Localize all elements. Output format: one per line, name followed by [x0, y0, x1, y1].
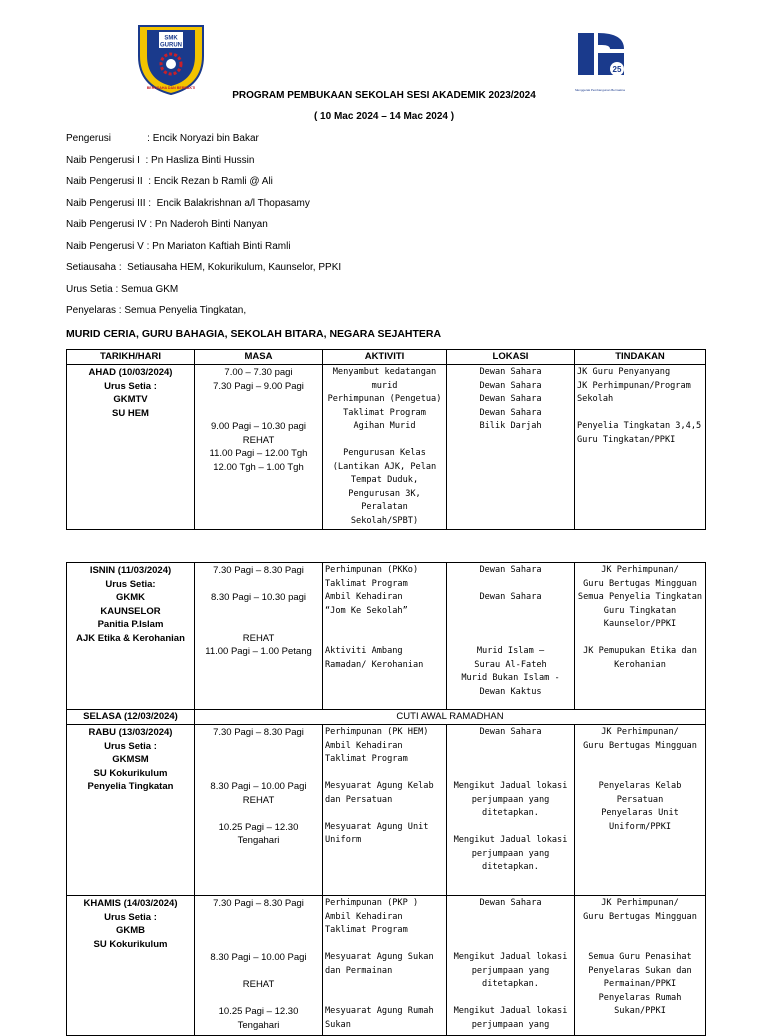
lokasi-cell: [447, 563, 575, 710]
cell-line: Penyelaras Unit: [601, 808, 679, 818]
cell-line: GKMB: [115, 925, 146, 936]
cell-line: GKMTV: [113, 394, 148, 405]
cell-line: [325, 938, 444, 952]
day-cell: [67, 725, 195, 896]
header-tindakan: TINDAKAN: [575, 350, 706, 365]
logo-number: 25: [612, 65, 622, 74]
day-cell: [67, 563, 195, 710]
cell-line: Urus Setia :: [104, 380, 157, 392]
cell-line: Semua Penyelia Tingkatan: [577, 592, 703, 602]
cell-line: Dewan Sahara: [479, 898, 542, 908]
cell-line: Ambil Kehadiran: [325, 911, 403, 922]
cell-line: Urus Setia:: [105, 578, 156, 590]
cell-line: Ramadan/ Kerohanian: [325, 659, 424, 670]
cell-line: [325, 632, 444, 646]
cell-line: Urus Setia :: [104, 911, 157, 923]
cell-line: [449, 821, 572, 835]
cell-line: [577, 632, 703, 646]
tindakan-cell: [575, 896, 706, 1036]
cell-line: [197, 740, 320, 754]
cell-line: Guru Tingkatan/PPKI: [577, 434, 676, 445]
cell-line: Dewan Sahara: [479, 727, 542, 737]
cell-line: Tengahari: [237, 835, 280, 846]
cell-line: [449, 924, 572, 938]
committee-list: [66, 132, 341, 326]
cell-line: ditetapkan.: [482, 808, 539, 818]
cell-line: RABU (13/03/2024): [88, 727, 173, 738]
cell-line: AHAD (10/03/2024): [88, 367, 173, 378]
cell-line: [577, 938, 703, 952]
cell-line: murid: [371, 380, 398, 391]
cell-line: 11.00 Pagi – 12.00 Tgh: [209, 448, 308, 459]
cell-line: [449, 753, 572, 767]
cell-line: perjumpaan yang: [471, 1019, 550, 1030]
lokasi-cell: [447, 725, 575, 896]
cell-line: Taklimat Program: [325, 578, 408, 589]
cell-line: KHAMIS (14/03/2024): [83, 898, 178, 909]
cell-line: Permainan/PPKI: [603, 979, 677, 989]
cell-line: 7.30 Pagi – 8.30 Pagi: [213, 898, 304, 909]
cell-line: JK Pemupukan Etika dan: [583, 646, 697, 656]
cell-line: Persatuan: [616, 794, 664, 805]
cell-line: 7.30 Pagi – 9.00 Pagi: [213, 380, 304, 392]
cell-line: Sukan/PPKI: [614, 1006, 666, 1016]
cell-line: [325, 807, 444, 821]
cell-line: [197, 911, 320, 925]
cell-line: Taklimat Program: [325, 925, 408, 935]
cell-line: Ambil Kehadiran: [325, 592, 403, 602]
table-row: [67, 725, 706, 896]
cell-line: Murid Islam –: [476, 646, 545, 656]
cell-line: [325, 434, 444, 448]
cell-line: Pengurusan Kelas: [343, 448, 426, 458]
cell-line: [449, 632, 572, 646]
lokasi-cell: [447, 365, 575, 530]
cell-line: 7.30 Pagi – 8.30 Pagi: [213, 565, 304, 576]
lokasi-cell: [447, 896, 575, 1036]
cell-line: Mengikut Jadual lokasi: [453, 781, 568, 791]
cell-line: [577, 753, 703, 767]
aktiviti-cell: [323, 896, 447, 1036]
committee-urus-setia: Urus Setia : Semua GKM: [66, 283, 179, 295]
cell-line: Guru Bertugas Mingguan: [583, 740, 697, 751]
cell-line: perjumpaan yang: [471, 848, 550, 859]
cell-line: Bilik Darjah: [479, 421, 542, 431]
cell-line: Guru Tingkatan: [603, 605, 677, 616]
cell-line: [577, 924, 703, 938]
cell-line: Kaunselor/PPKI: [603, 619, 677, 629]
logo-school-name: GURUN: [160, 42, 182, 49]
cell-line: Mesyuarat Agung Sukan: [325, 952, 434, 962]
cell-line: (Lantikan AJK, Pelan: [332, 461, 437, 472]
committee-penyelaras: Penyelaras : Semua Penyelia Tingkatan,: [66, 305, 247, 316]
committee-vice-2: Naib Pengerusi II : Encik Rezan b Ramli @ Ali: [66, 176, 273, 187]
cell-line: 8.30 Pagi – 10.00 Pagi: [210, 781, 307, 792]
cell-line: Mengikut Jadual lokasi: [453, 1006, 568, 1016]
cell-line: [325, 767, 444, 781]
tindakan-cell: [575, 365, 706, 530]
cell-line: Perhimpunan (PKKo): [325, 565, 419, 575]
cell-line: 9.00 Pagi – 10.30 pagi: [210, 421, 307, 432]
cell-line: [325, 992, 444, 1006]
cell-line: [449, 578, 572, 592]
cell-line: KAUNSELOR: [100, 605, 161, 617]
header-aktiviti: AKTIVITI: [323, 350, 447, 365]
table-row: [67, 365, 706, 530]
cell-line: 10.25 Pagi – 12.30: [218, 1006, 299, 1017]
cell-line: [325, 618, 444, 632]
cell-line: ISNIN (11/03/2024): [89, 565, 172, 576]
cell-line: Menyambut kedatangan: [332, 367, 437, 377]
cell-line: REHAT: [242, 632, 275, 644]
cell-line: Penyelia Tingkatan: [87, 781, 174, 792]
cell-line: JK Perhimpunan/Program: [577, 380, 691, 391]
cell-line: 8.30 Pagi – 10.00 Pagi: [210, 952, 307, 963]
tindakan-cell: [575, 725, 706, 896]
committee-vice-3: Naib Pengerusi III : Encik Balakrishnan a/l Thopasamy: [66, 197, 310, 209]
cell-line: Surau Al-Fateh: [474, 659, 547, 670]
cell-line: [197, 618, 320, 632]
cell-line: Dewan Sahara: [479, 380, 542, 391]
masa-cell: [195, 365, 323, 530]
cell-line: Aktiviti Ambang: [325, 646, 403, 656]
header-masa: MASA: [195, 350, 323, 365]
committee-secretary: Setiausaha : Setiausaha HEM, Kokurikulum, Kaunselor, PPKI: [66, 262, 342, 273]
cell-line: [197, 578, 320, 592]
school-motto: MURID CERIA, GURU BAHAGIA, SEKOLAH BITARA, NEGARA SEJAHTERA: [66, 328, 442, 340]
committee-vice-1: Naib Pengerusi I : Pn Hasliza Binti Hussin: [66, 154, 255, 166]
day-cell: [67, 896, 195, 1036]
logo-motto-ring: BERUSAHA DAN BERBAKTI: [146, 86, 196, 90]
cell-line: dan Persatuan: [325, 794, 393, 805]
cell-line: [449, 992, 572, 1006]
cell-line: JK Perhimpunan/: [601, 898, 679, 908]
cell-line: [449, 605, 572, 619]
cell-line: [449, 938, 572, 952]
cell-line: Uniform: [325, 835, 362, 845]
cell-line: Tengahari: [237, 1019, 280, 1031]
cell-line: [197, 407, 320, 421]
cell-line: [197, 807, 320, 821]
cell-line: Dewan Sahara: [479, 367, 542, 377]
schedule-table-ahad: [66, 349, 706, 530]
cell-line: [449, 618, 572, 632]
cell-line: SU Kokurikulum: [93, 938, 168, 950]
cell-line: Semua Guru Penasihat: [588, 952, 692, 962]
cell-line: perjumpaan yang: [471, 965, 550, 976]
cell-line: GKMK: [115, 592, 146, 603]
logo-caption: Menggerak Pembangunan Bermakna: [575, 88, 625, 92]
cell-line: Agihan Murid: [353, 421, 416, 431]
schedule-table-week: [66, 562, 706, 1036]
cell-line: Sukan: [325, 1019, 351, 1030]
cell-line: Dewan Kaktus: [479, 686, 542, 697]
cell-line: Perhimpunan (Pengetua): [327, 394, 442, 404]
school-crest-logo: [133, 20, 209, 96]
cell-line: Kerohanian: [614, 659, 666, 670]
masa-cell: [195, 896, 323, 1036]
aktiviti-cell: [323, 365, 447, 530]
committee-vice-5: Naib Pengerusi V : Pn Mariaton Kaftiah Binti Ramli: [66, 240, 291, 252]
committee-chair: Pengerusi : Encik Noryazi bin Bakar: [66, 133, 259, 144]
cell-line: Mesyuarat Agung Kelab: [325, 781, 434, 791]
cell-line: [577, 407, 703, 421]
holiday-note: CUTI AWAL RAMADHAN: [195, 710, 706, 725]
cell-line: Uniform/PPKI: [608, 821, 672, 832]
cell-line: 12.00 Tgh – 1.00 Tgh: [213, 461, 304, 473]
cell-line: Sekolah/SPBT): [350, 515, 419, 526]
cell-line: JK Guru Penyanyang: [577, 367, 671, 377]
cell-line: Perhimpunan (PKP ): [325, 898, 419, 908]
cell-line: Taklimat Program: [343, 407, 426, 418]
cell-line: JK Perhimpunan/: [601, 727, 679, 737]
cell-line: REHAT: [242, 794, 275, 806]
cell-line: Perhimpunan (PK HEM): [325, 727, 429, 737]
cell-line: Tempat Duduk,: [350, 475, 419, 485]
cell-line: Mengikut Jadual lokasi: [453, 952, 568, 962]
cell-line: REHAT: [242, 434, 275, 446]
cell-line: [197, 938, 320, 952]
cell-line: Panitia P.Islam: [97, 619, 164, 630]
logo-school-code: SMK: [164, 35, 178, 42]
cell-line: JK Perhimpunan/: [601, 565, 679, 575]
cell-line: [449, 740, 572, 754]
table-row: [67, 710, 706, 725]
cell-line: 7.00 – 7.30 pagi: [224, 367, 293, 378]
table-row: [67, 563, 706, 710]
cell-line: Mesyuarat Agung Unit: [325, 821, 429, 832]
table-row: [67, 896, 706, 1036]
cell-line: Mengikut Jadual lokasi: [453, 835, 568, 845]
cell-line: [197, 753, 320, 767]
day-cell: [67, 365, 195, 530]
cell-line: Penyelaras Sukan dan: [588, 965, 692, 976]
cell-line: [197, 767, 320, 781]
cell-line: Dewan Sahara: [479, 565, 542, 575]
cell-line: ditetapkan.: [482, 979, 539, 989]
cell-line: [197, 965, 320, 979]
masa-cell: [195, 563, 323, 710]
cell-line: SU HEM: [112, 407, 149, 419]
document-dates: ( 10 Mac 2024 – 14 Mac 2024 ): [313, 111, 455, 122]
cell-line: 10.25 Pagi – 12.30: [218, 821, 299, 833]
cell-line: Mesyuarat Agung Rumah: [325, 1006, 434, 1016]
document-title: PROGRAM PEMBUKAAN SEKOLAH SESI AKADEMIK 2023/2024: [232, 90, 536, 101]
cell-line: [449, 911, 572, 925]
cell-line: Guru Bertugas Mingguan: [583, 578, 697, 589]
cell-line: [577, 767, 703, 781]
cell-line: 8.30 Pagi – 10.30 pagi: [210, 592, 307, 603]
cell-line: Dewan Sahara: [479, 407, 542, 418]
cell-line: Penyelaras Kelab: [598, 781, 682, 791]
cell-line: Urus Setia :: [104, 740, 157, 752]
cell-line: Penyelia Tingkatan 3,4,5: [577, 421, 702, 431]
cell-line: [197, 924, 320, 938]
cell-line: Ambil Kehadiran: [325, 740, 403, 751]
cell-line: Pengurusan 3K, Peralatan: [348, 488, 421, 512]
cell-line: [325, 978, 444, 992]
cell-line: Dewan Sahara: [479, 592, 542, 602]
tindakan-cell: [575, 563, 706, 710]
cell-line: “Jom Ke Sekolah”: [325, 605, 408, 616]
aktiviti-cell: [323, 725, 447, 896]
cell-line: Sekolah: [577, 394, 614, 404]
cell-line: Dewan Sahara: [479, 394, 542, 404]
cell-line: ditetapkan.: [482, 862, 539, 872]
header-tarikh: TARIKH/HARI: [67, 350, 195, 365]
committee-vice-4: Naib Pengerusi IV : Pn Naderoh Binti Nanyan: [66, 219, 268, 230]
cell-line: REHAT: [242, 979, 275, 990]
cell-line: [197, 605, 320, 619]
cell-line: GKMSM: [112, 754, 149, 765]
cell-line: Penyelaras Rumah: [598, 992, 682, 1003]
day-cell: SELASA (12/03/2024): [67, 710, 195, 725]
cell-line: 7.30 Pagi – 8.30 Pagi: [213, 727, 304, 738]
cell-line: Taklimat Program: [325, 754, 408, 764]
cell-line: SU Kokurikulum: [93, 767, 168, 779]
masa-cell: [195, 725, 323, 896]
aktiviti-cell: [323, 563, 447, 710]
district-logo: [570, 25, 630, 97]
header-lokasi: LOKASI: [447, 350, 575, 365]
cell-line: 11.00 Pagi – 1.00 Petang: [205, 646, 312, 657]
cell-line: [197, 992, 320, 1006]
cell-line: [197, 393, 320, 407]
cell-line: Murid Bukan Islam -: [461, 673, 560, 683]
cell-line: perjumpaan yang: [471, 794, 550, 805]
cell-line: [449, 767, 572, 781]
cell-line: AJK Etika & Kerohanian: [76, 632, 185, 644]
cell-line: dan Permainan: [325, 965, 393, 976]
cell-line: Guru Bertugas Mingguan: [583, 911, 697, 922]
